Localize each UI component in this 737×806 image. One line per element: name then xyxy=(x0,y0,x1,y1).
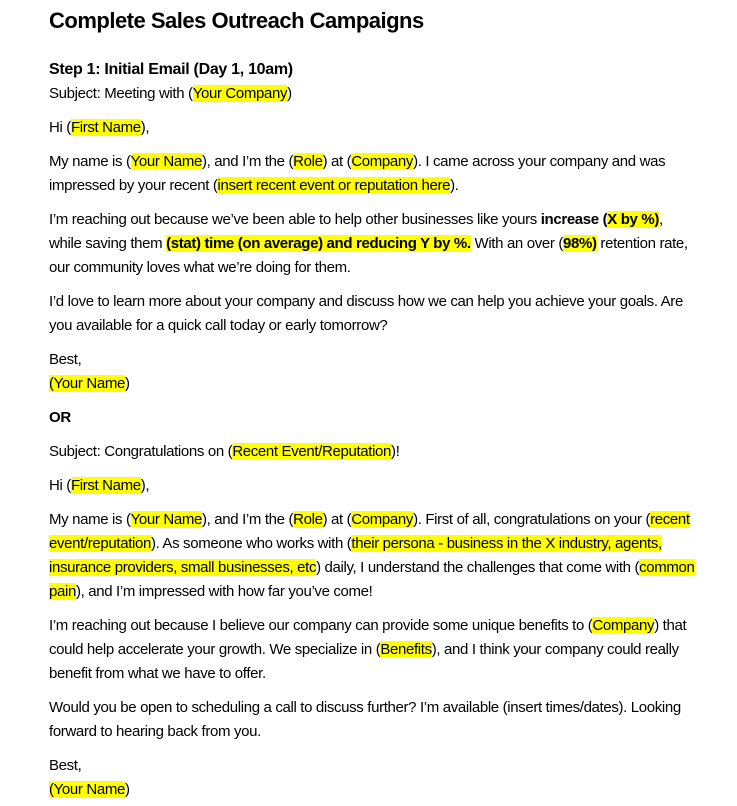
doc-title xyxy=(49,6,697,36)
email-1-greeting xyxy=(49,116,697,140)
text-run: ) xyxy=(124,781,130,798)
placeholder-highlight: common pain xyxy=(49,559,695,600)
or-divider xyxy=(49,406,697,430)
email-2-greeting xyxy=(49,474,697,498)
placeholder-highlight: recent event/reputation xyxy=(49,511,690,552)
email-1-intro-paragraph xyxy=(49,150,697,198)
email-1-subject-line xyxy=(49,82,697,106)
text-run: Best, xyxy=(49,351,82,368)
placeholder-highlight: Your Name xyxy=(130,511,202,528)
placeholder-highlight: Company xyxy=(351,511,414,528)
text-run: ) xyxy=(287,85,292,102)
text-run: Subject: Congratulations on ( xyxy=(49,443,233,460)
text-run: With an over ( xyxy=(470,235,563,252)
placeholder-highlight: (Your Name xyxy=(49,781,125,798)
step-1-heading xyxy=(49,58,697,82)
placeholder-highlight: (Your Name xyxy=(49,375,125,392)
email-1-signature xyxy=(49,372,697,396)
placeholder-highlight: Company xyxy=(351,153,414,170)
placeholder-highlight: (stat) time (on average) and reducing Y by %. xyxy=(166,235,471,252)
placeholder-highlight: 98%) xyxy=(562,235,597,252)
placeholder-highlight: First Name xyxy=(70,477,141,494)
text-run: ), and I’m the ( xyxy=(202,511,294,528)
text-run: Would you be open to scheduling a call to discuss further? I’m available (insert times/dates). Looking forward to hearing back from you. xyxy=(49,699,681,740)
text-run: ) at ( xyxy=(322,511,352,528)
text-run: Step 1: Initial Email (Day 1, 10am) xyxy=(49,61,293,78)
email-1-signoff xyxy=(49,348,697,372)
text-run: Complete Sales Outreach Campaigns xyxy=(49,8,424,33)
text-run: ). As someone who works with ( xyxy=(150,535,352,552)
placeholder-highlight: Recent Event/Reputation xyxy=(232,443,392,460)
placeholder-highlight: X by %) xyxy=(607,211,659,228)
text-run: ). I came across your company and was impressed by your recent ( xyxy=(49,153,666,194)
text-run: ), and I’m the ( xyxy=(202,153,294,170)
email-1-cta-paragraph xyxy=(49,290,697,338)
text-run: ) at ( xyxy=(322,153,352,170)
placeholder-highlight: insert recent event or reputation here xyxy=(217,177,451,194)
text-run: ), and I think your company could really benefit from what we have to offer. xyxy=(49,641,679,682)
email-2-signature xyxy=(49,778,697,802)
placeholder-highlight: Role xyxy=(293,511,323,528)
placeholder-highlight: Your Company xyxy=(192,85,288,102)
text-run: ) that could help accelerate your growth. We specialize in ( xyxy=(49,617,687,658)
text-run: ). xyxy=(450,177,459,194)
text-run: ), xyxy=(140,119,150,136)
text-run: increase ( xyxy=(540,211,608,228)
placeholder-highlight: First Name xyxy=(70,119,141,136)
email-2-value-paragraph xyxy=(49,614,697,686)
placeholder-highlight: Company xyxy=(592,617,655,634)
text-run: ), and I’m impressed with how far you’ve come! xyxy=(75,583,373,600)
text-run: ) xyxy=(124,375,130,392)
text-run: ), xyxy=(140,477,150,494)
text-run: Hi ( xyxy=(49,119,71,136)
text-run: My name is ( xyxy=(49,511,131,528)
email-2-subject-line xyxy=(49,440,697,464)
text-run: Best, xyxy=(49,757,82,774)
placeholder-highlight: Role xyxy=(293,153,323,170)
email-1-value-paragraph xyxy=(49,208,697,280)
text-run: My name is ( xyxy=(49,153,131,170)
text-run: Hi ( xyxy=(49,477,71,494)
text-run: ). First of all, congratulations on your ( xyxy=(413,511,651,528)
text-run: I’d love to learn more about your company and discuss how we can help you achieve your goals. Are you available for a quick call today or early tomorrow? xyxy=(49,293,683,334)
email-2-cta-paragraph xyxy=(49,696,697,744)
text-run: )! xyxy=(391,443,400,460)
text-run: I’m reaching out because I believe our company can provide some unique benefits to ( xyxy=(49,617,593,634)
text-run: Subject: Meeting with ( xyxy=(49,85,193,102)
email-2-signoff xyxy=(49,754,697,778)
text-run: ) daily, I understand the challenges that come with ( xyxy=(316,559,640,576)
placeholder-highlight: Benefits xyxy=(380,641,432,658)
email-2-intro-paragraph xyxy=(49,508,697,604)
text-run: retention rate, our community loves what we’re doing for them. xyxy=(49,235,688,276)
text-run: I’m reaching out because we’ve been able to help other businesses like yours xyxy=(49,211,541,228)
placeholder-highlight: Your Name xyxy=(130,153,202,170)
placeholder-highlight: their persona - business in the X industry, agents, insurance providers, small businesses, etc xyxy=(49,535,662,576)
text-run: , while saving them xyxy=(49,211,663,252)
text-run: OR xyxy=(49,409,71,426)
